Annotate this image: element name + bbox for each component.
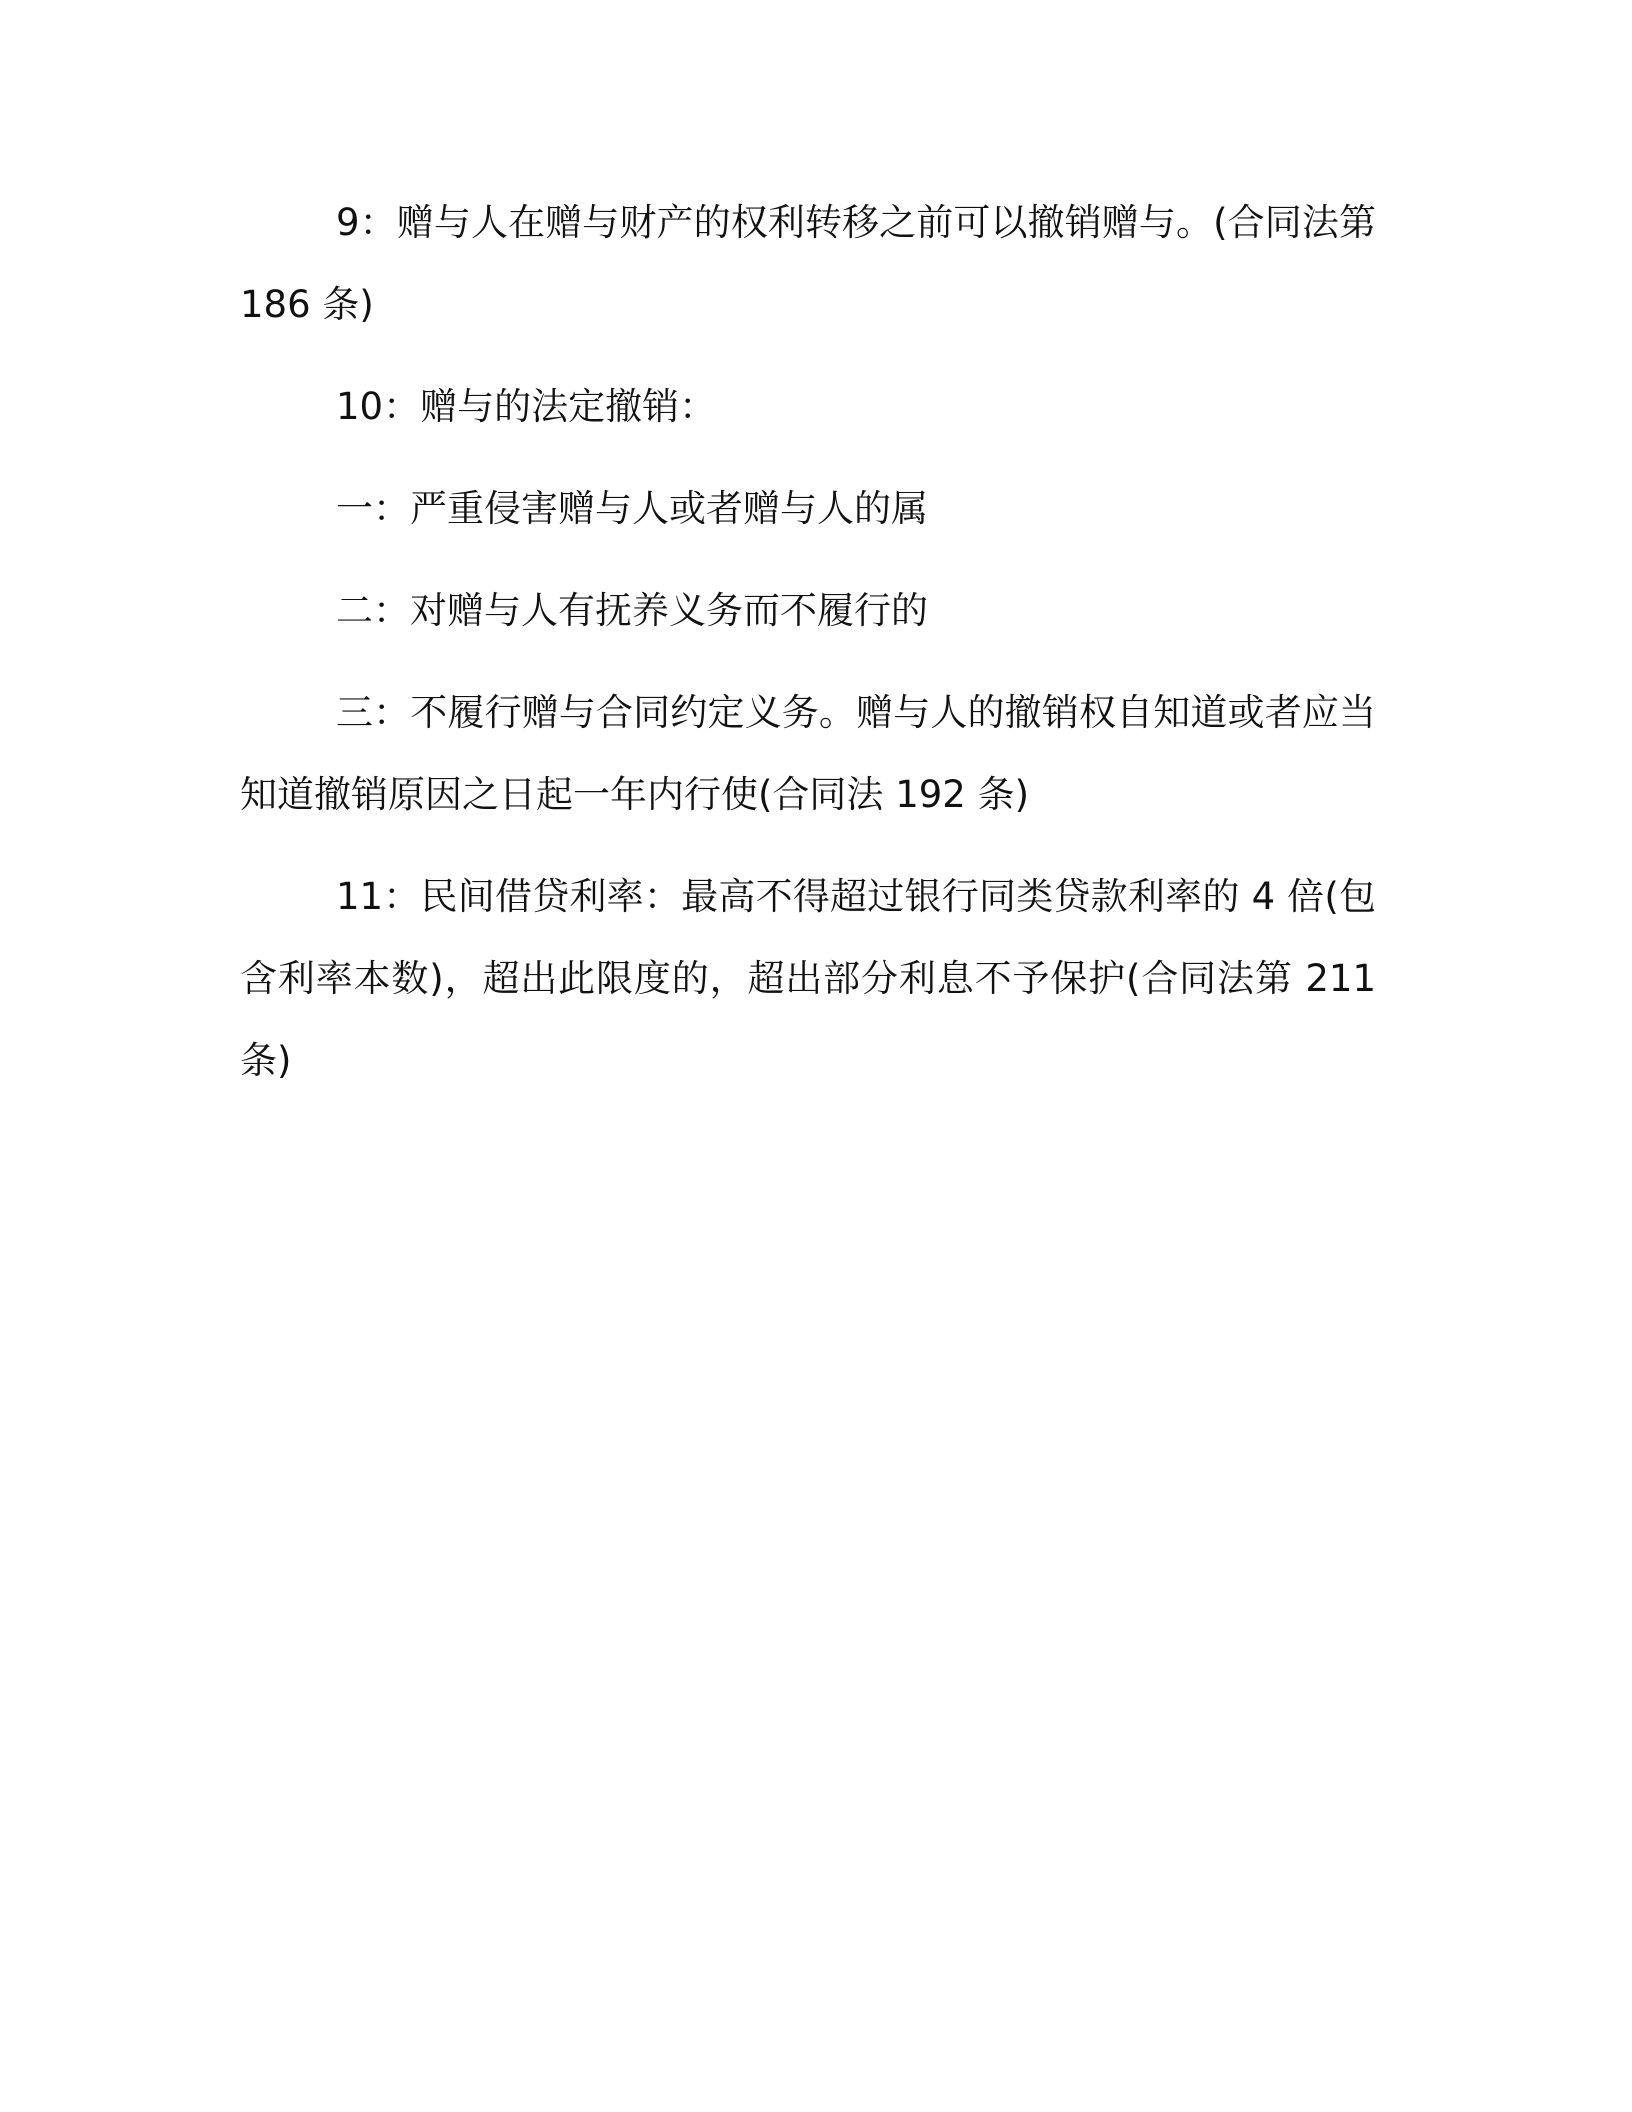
paragraph-item-10-sub-3: 三：不履行赠与合同约定义务。赠与人的撤销权自知道或者应当知道撤销原因之日起一年内行使(合同法 192 条): [240, 691, 1376, 816]
paragraph-item-10-sub-1: 一：严重侵害赠与人或者赠与人的属: [336, 487, 928, 530]
paragraph-item-9: 9：赠与人在赠与财产的权利转移之前可以撤销赠与。(合同法第 186 条): [240, 201, 1376, 326]
paragraph-item-10-sub-2: 二：对赠与人有抚养义务而不履行的: [336, 589, 928, 632]
paragraph-item-10: 10：赠与的法定撤销：: [336, 385, 717, 428]
document-body: [240, 182, 1376, 1122]
paragraph-item-11: 11：民间借贷利率：最高不得超过银行同类贷款利率的 4 倍(包含利率本数)，超出此限度的，超出部分利息不予保护(合同法第 211 条): [240, 875, 1376, 1082]
